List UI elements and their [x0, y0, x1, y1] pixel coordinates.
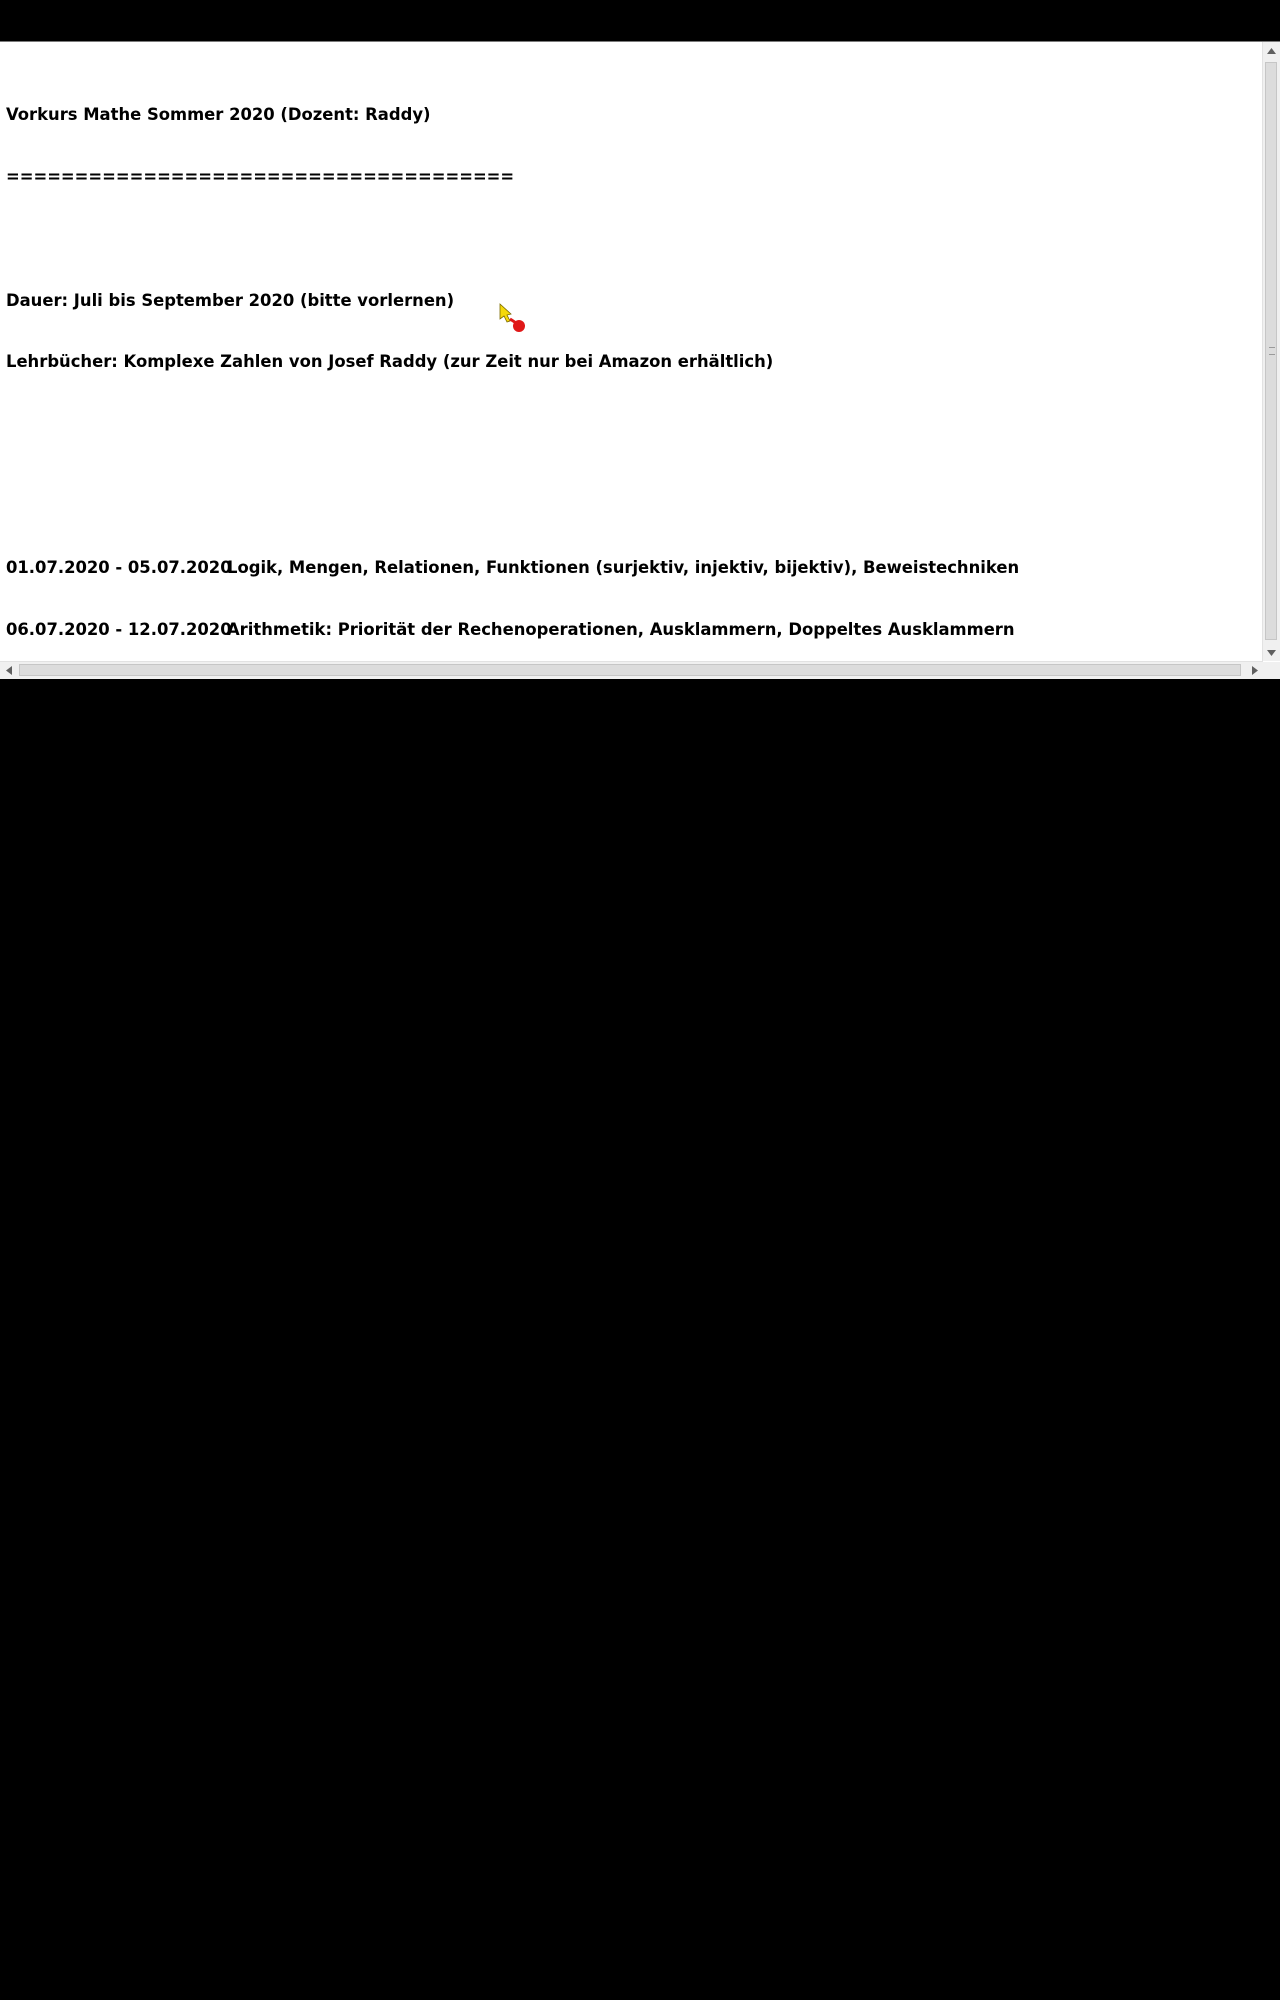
- text-viewer-window: [0, 41, 1280, 1958]
- pointer-cursor-icon: [497, 302, 531, 334]
- schedule-row: [6, 1176, 1250, 1197]
- scrollbar-corner: [1263, 662, 1280, 679]
- schedule-row: [6, 1300, 1250, 1321]
- footer-text: Zeitmanagement, gesunde Ernährung (Ernährungspyramide) und Sport (Dehnen, Kräftigung, Ausdauer): [227, 1938, 1193, 1958]
- schedule-date: 20.07.2020 - 26.07.2020: [6, 743, 232, 763]
- schedule-date: 13.07.2020 - 19.07.2020: [6, 681, 232, 701]
- schedule-row: [6, 1114, 1250, 1135]
- footer-label: Vor dem Vorkurs:: [6, 1938, 167, 1958]
- scroll-down-arrow-icon[interactable]: [1263, 644, 1280, 661]
- schedule-date: 31.08.2020 - 06.09.2020: [6, 1299, 232, 1319]
- schedule-topic: Allgemeines zu Funktionen (insbesondere Verschiebungen): [227, 1114, 777, 1134]
- scroll-right-arrow-icon[interactable]: [1246, 662, 1263, 679]
- schedule-date: 07.09.2020 - 13.09.2020: [6, 1546, 232, 1566]
- schedule-topic: Ungleichungen: [227, 1052, 366, 1072]
- schedule-date: 10.08.2020 - 16.08.2020: [6, 1114, 232, 1134]
- schedule-topic: Differentialgleichungen 1.Ordnung (Gleichungen, in denen Ableitungen vorkommen): [227, 1546, 1010, 1566]
- document-text: [6, 64, 1250, 1958]
- schedule-block-september: [6, 1506, 1250, 1794]
- schedule-row: [6, 744, 1250, 765]
- vertical-scrollbar[interactable]: [1262, 42, 1280, 661]
- horizontal-scroll-thumb[interactable]: [19, 664, 1241, 676]
- schedule-row: [6, 1238, 1250, 1259]
- schedule-topic: Integralrechnung 2: Integrationstechniken (Substitution, Partielle Integration, Partialbruchzerlegung): [227, 1299, 1174, 1319]
- schedule-date: 14.09.2020 - 20.09.2020: [6, 1608, 232, 1628]
- schedule-topic: Quadratische Gleichungen, Quadratische Ergänzung, Skalar- und Vektorprodukt: [227, 743, 969, 763]
- schedule-topic: Abstrakte Algebra (algebraische Strukturen) Gruppen, Körper, Ringe und Vektorräume: [227, 1732, 1030, 1752]
- scroll-left-arrow-icon[interactable]: [0, 662, 17, 679]
- schedule-row: [6, 1053, 1250, 1074]
- schedule-row: [6, 682, 1250, 703]
- schedule-topic: Integralrechnung 1: Grundlagen, Summenregel, Faktorregel: [227, 1237, 784, 1257]
- schedule-topic: Arithmetik: Priorität der Rechenoperationen, Ausklammern, Doppeltes Ausklammern: [227, 620, 1015, 640]
- books-line: Lehrbücher: Komplexe Zahlen von Josef Raddy (zur Zeit nur bei Amazon erhältlich): [6, 352, 774, 372]
- schedule-date: 21.09.2020 - 27.09.2020: [6, 1670, 232, 1690]
- title-underline: =====================================: [6, 166, 515, 186]
- schedule-row: [6, 1732, 1250, 1753]
- schedule-topic: Logik, Mengen, Relationen, Funktionen (surjektiv, injektiv, bijektiv), Beweistechniken: [227, 558, 1020, 578]
- footer-row: [6, 1938, 1250, 1959]
- schedule-date: 27.07.2020 - 02.08.2020: [6, 805, 232, 825]
- schedule-date: 01.07.2020 - 05.07.2020: [6, 558, 232, 578]
- schedule-topic: Homogene lineare gewöhnliche Differentialgleichungen 2.Ordnung (optional: Inhomogene DGL, D-Operator): [227, 1670, 1229, 1690]
- schedule-row: [6, 1670, 1250, 1691]
- schedule-date: 06.07.2020 - 12.07.2020: [6, 620, 232, 640]
- schedule-topic: Potenzen, Wurzeln, Logarithmen: [227, 681, 531, 701]
- schedule-row: [6, 620, 1250, 641]
- duration-line: Dauer: Juli bis September 2020 (bitte vorlernen): [6, 290, 455, 310]
- schedule-row: [6, 805, 1250, 826]
- schedule-row: [6, 558, 1250, 579]
- schedule-topic: Gleichungen: Potenz- , Wurzel- , Exponential- und Logarithmusgleichungen: [227, 805, 923, 825]
- schedule-date: 28.09.2020 - 30.09.2020: [6, 1732, 232, 1752]
- schedule-date: 03.08.2020 - 09.08.2020: [6, 1052, 232, 1072]
- schedule-date: 24.08.2020 - 30.08.2020: [6, 1237, 232, 1257]
- schedule-date: 17.08.2020 - 23.08.2020: [6, 1176, 232, 1196]
- scroll-up-arrow-icon[interactable]: [1263, 42, 1280, 59]
- vertical-scroll-thumb[interactable]: [1265, 62, 1277, 640]
- horizontal-scrollbar[interactable]: [0, 661, 1263, 679]
- schedule-row: [6, 1609, 1250, 1630]
- schedule-block-august: [6, 1011, 1250, 1361]
- schedule-row: [6, 1547, 1250, 1568]
- document-title: Vorkurs Mathe Sommer 2020 (Dozent: Raddy): [6, 105, 431, 125]
- schedule-topic: Komplexe Zahlen (Lehrbuch bei AMAZON erhältlich): [227, 1608, 709, 1628]
- grip-icon: [1269, 347, 1275, 355]
- schedule-block-july: [6, 517, 1250, 867]
- schedule-topic: Differentialrechnung (Summen- , Faktor- , Produkt- , Quotienten- und Kettenregel): [227, 1176, 993, 1196]
